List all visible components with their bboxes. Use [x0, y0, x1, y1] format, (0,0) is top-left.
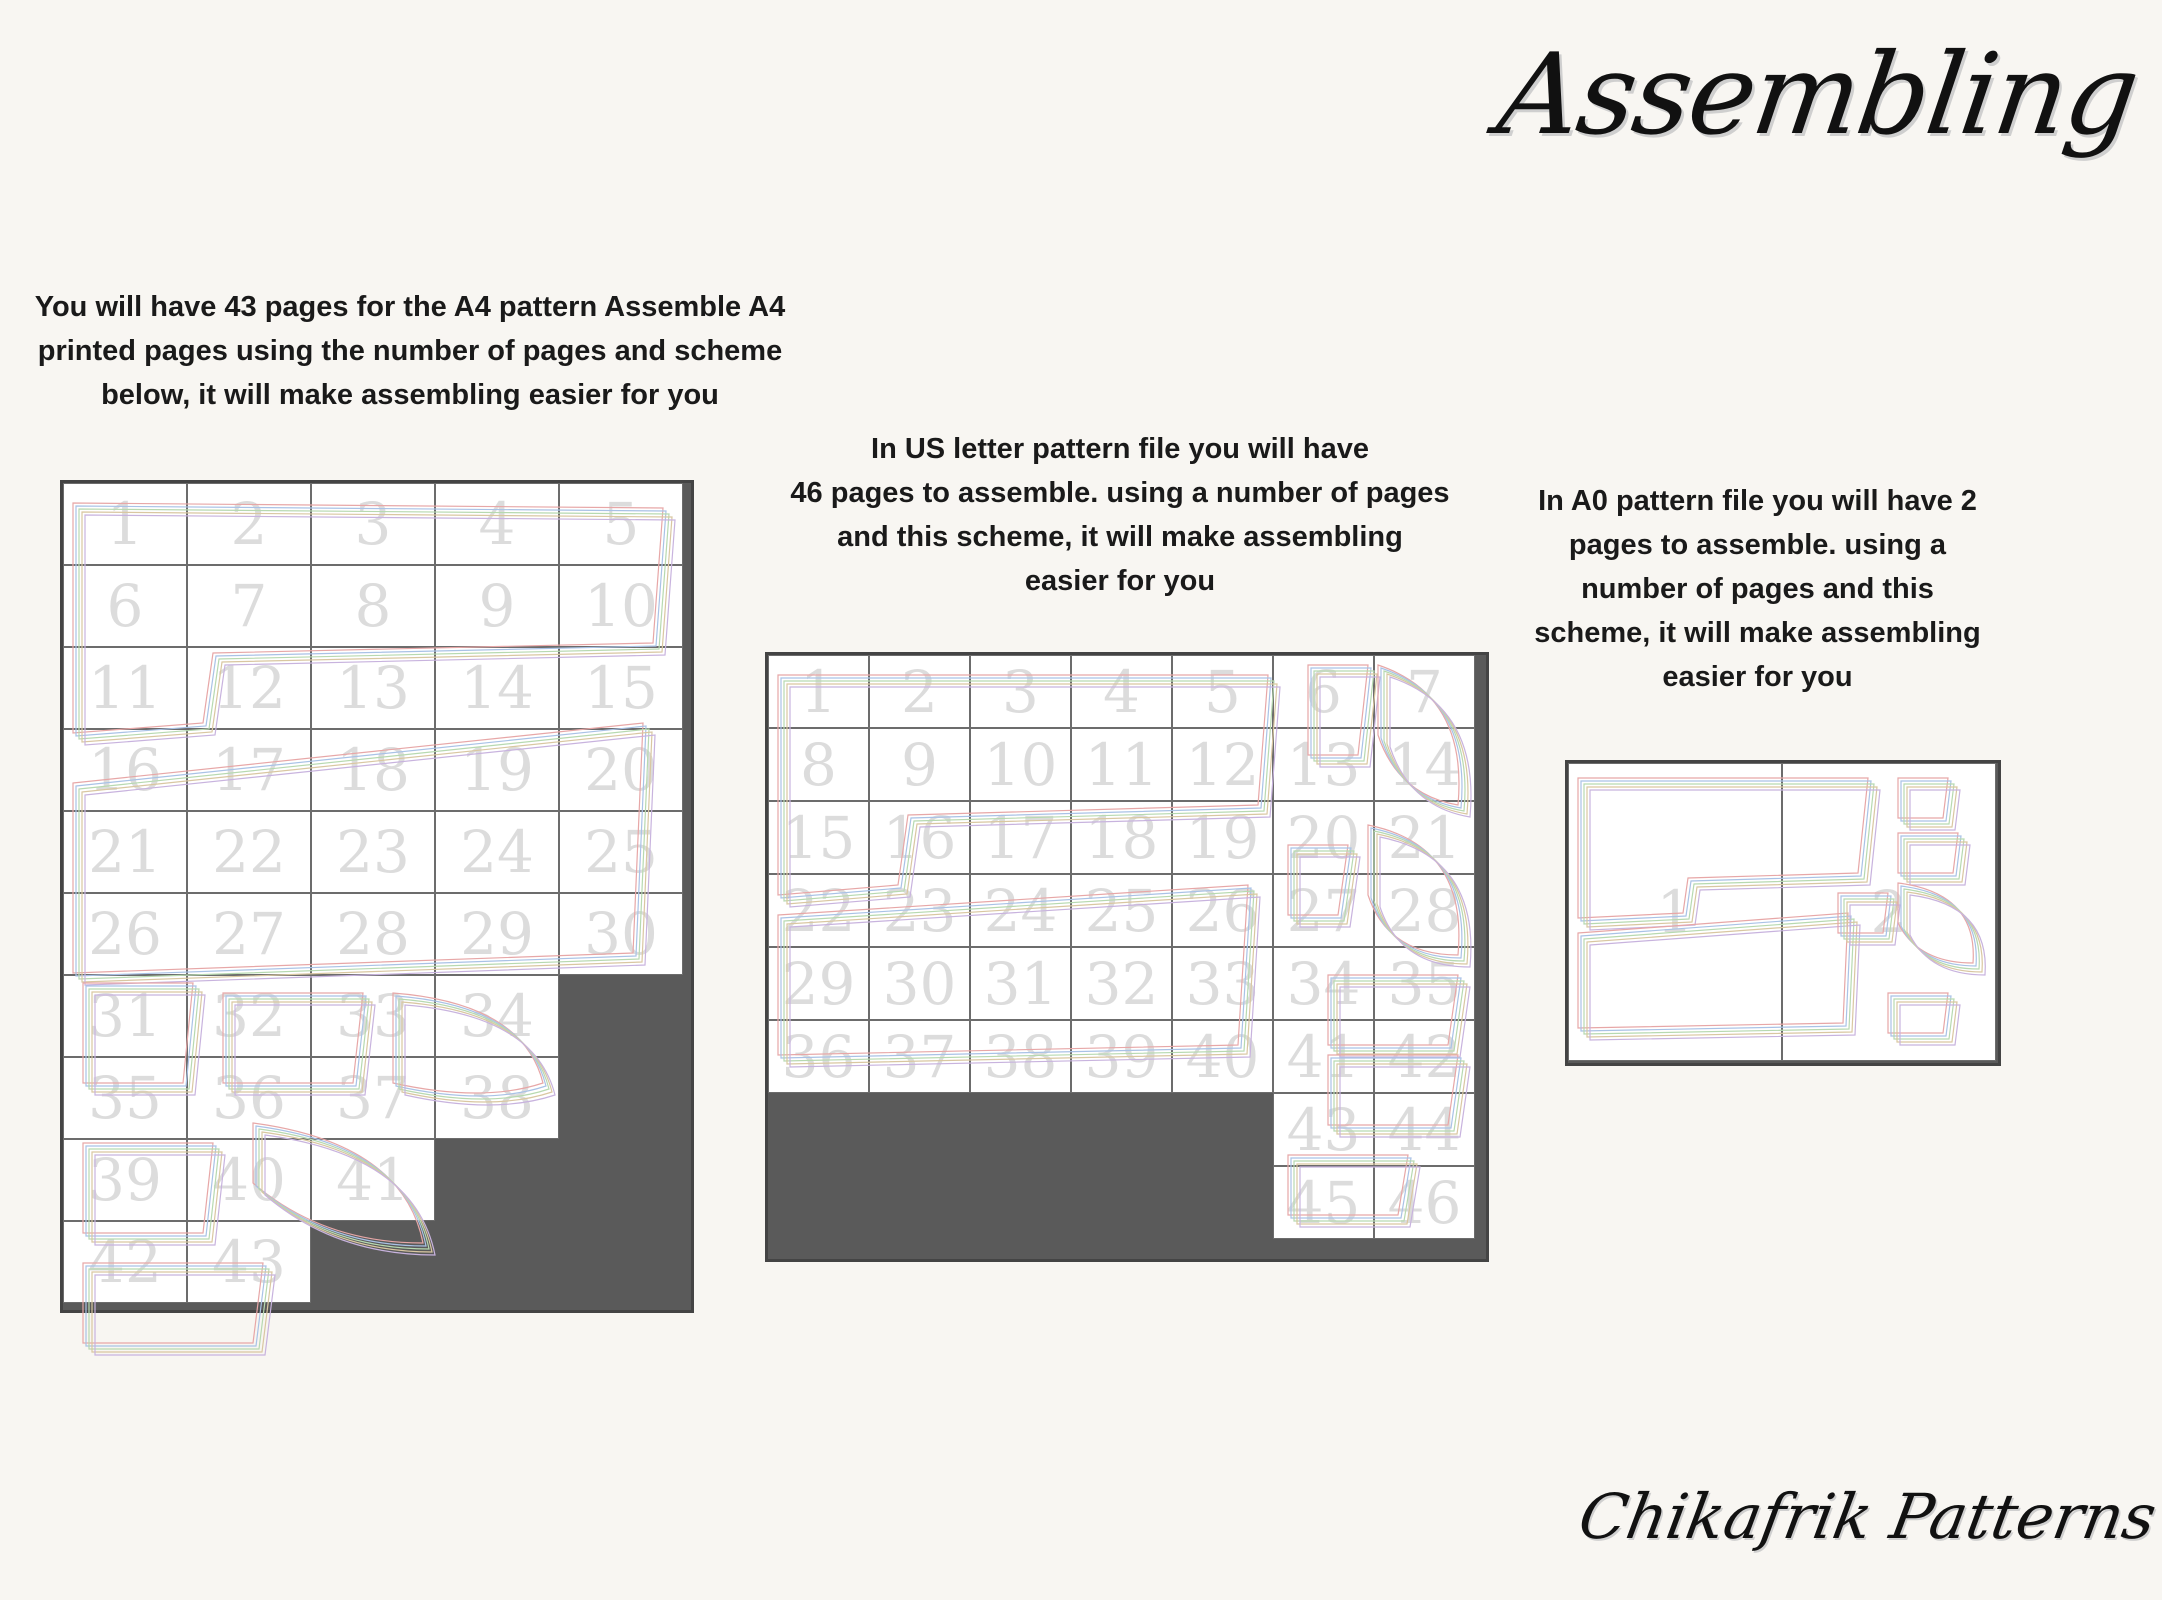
page-number: 44: [1387, 1095, 1462, 1164]
page-number: 4: [1103, 657, 1140, 726]
page-number: 11: [1084, 730, 1159, 799]
page-number: 12: [1185, 730, 1260, 799]
a4-page-tile: [311, 647, 435, 729]
us-letter-caption: [770, 427, 1470, 603]
page-number: 1: [106, 490, 144, 558]
a4-page-tile: [63, 975, 187, 1057]
page-number: 29: [460, 900, 534, 968]
a4-page-tile: [311, 975, 435, 1057]
a4-caption-line: below, it will make assembling easier for you: [101, 379, 719, 411]
page-number: 27: [1286, 876, 1361, 945]
us-page-tile: [869, 728, 970, 801]
page-number: 2: [901, 657, 938, 726]
a4-page-tile: [435, 729, 559, 811]
us-page-tile: [1071, 947, 1172, 1020]
a4-page-tile: [435, 647, 559, 729]
a4-page-tile: [311, 483, 435, 565]
us-page-tile: [1374, 801, 1475, 874]
a4-page-tile: [559, 565, 683, 647]
a4-page-tile: [63, 483, 187, 565]
us-page-tile: [1374, 655, 1475, 728]
brand-text: Chikafrik Patterns: [1573, 1480, 2162, 1553]
a0-page-tile: [1782, 763, 1996, 1061]
us-page-tile: [970, 874, 1071, 947]
a4-page-tile: [435, 975, 559, 1057]
page-number: 43: [212, 1228, 286, 1296]
page-number: 10: [584, 572, 658, 640]
page-number: 5: [1204, 657, 1241, 726]
page-number: 29: [781, 949, 856, 1018]
page-number: 15: [584, 654, 658, 722]
us-page-tile: [768, 874, 869, 947]
a4-page-tile: [63, 811, 187, 893]
page-number: 39: [1084, 1022, 1159, 1091]
page-number: 32: [1084, 949, 1159, 1018]
page-number: 13: [1286, 730, 1361, 799]
page-number: 33: [1185, 949, 1260, 1018]
a4-page-tile: [63, 1139, 187, 1221]
a4-page-tile: [187, 1057, 311, 1139]
a4-page-tile: [559, 893, 683, 975]
us-page-tile: [970, 1020, 1071, 1093]
page-number: 8: [354, 572, 392, 640]
us-page-tile: [1374, 947, 1475, 1020]
a4-page-tile: [187, 729, 311, 811]
a4-page-tile: [311, 1139, 435, 1221]
page-number: 31: [983, 949, 1058, 1018]
us-caption-line: 46 pages to assemble. using a number of pages: [790, 477, 1450, 509]
page-number: 1: [1656, 878, 1694, 946]
page-number: 14: [460, 654, 534, 722]
page-number: 23: [882, 876, 957, 945]
us-page-tile: [1172, 1020, 1273, 1093]
page-number: 31: [88, 982, 162, 1050]
us-page-tile: [1273, 1093, 1374, 1166]
a4-page-tile: [187, 565, 311, 647]
page-number: 40: [212, 1146, 286, 1214]
page-number: 1: [800, 657, 837, 726]
page-number: 39: [88, 1146, 162, 1214]
us-page-tile: [768, 728, 869, 801]
a0-caption: [1515, 479, 2000, 699]
page-number: 2: [230, 490, 268, 558]
a4-page-tile: [311, 893, 435, 975]
us-page-tile: [1172, 874, 1273, 947]
a4-page-tile: [559, 811, 683, 893]
us-page-tile: [869, 655, 970, 728]
page-number: 7: [1406, 657, 1443, 726]
us-page-tile: [1273, 947, 1374, 1020]
page-number: 7: [230, 572, 268, 640]
page-number: 17: [983, 803, 1058, 872]
a4-page-tile: [187, 893, 311, 975]
page-number: 26: [88, 900, 162, 968]
a0-caption-line: In A0 pattern file you will have 2: [1538, 485, 1977, 517]
assembling-title-text: Assembling: [1490, 30, 2145, 160]
us-page-tile: [1374, 874, 1475, 947]
us-page-tile: [1273, 801, 1374, 874]
a4-caption-line: printed pages using the number of pages and scheme: [37, 335, 783, 367]
us-page-tile: [1071, 801, 1172, 874]
page-number: 24: [460, 818, 534, 886]
page-number: 30: [584, 900, 658, 968]
page-number: 6: [1305, 657, 1342, 726]
page-number: 38: [983, 1022, 1058, 1091]
page-number: 14: [1387, 730, 1462, 799]
page-number: 22: [212, 818, 286, 886]
page-number: 4: [478, 490, 516, 558]
page-number: 26: [1185, 876, 1260, 945]
page-number: 35: [88, 1064, 162, 1132]
page-number: 37: [882, 1022, 957, 1091]
page-number: 11: [88, 654, 162, 722]
a4-page-tile: [435, 565, 559, 647]
page-number: 20: [1286, 803, 1361, 872]
a4-page-tile: [435, 811, 559, 893]
page-number: 41: [1286, 1022, 1361, 1091]
page-number: 18: [1084, 803, 1159, 872]
us-page-tile: [1071, 874, 1172, 947]
page-number: 19: [1185, 803, 1260, 872]
page-number: 38: [460, 1064, 534, 1132]
us-page-tile: [1172, 947, 1273, 1020]
a4-page-tile: [187, 811, 311, 893]
us-page-tile: [1071, 1020, 1172, 1093]
page-number: 30: [882, 949, 957, 1018]
a4-page-tile: [187, 1221, 311, 1303]
us-page-tile: [1273, 1166, 1374, 1239]
a4-assembly-scheme: [60, 480, 694, 1313]
a0-caption-line: number of pages and this: [1581, 573, 1934, 605]
page-number: 21: [88, 818, 162, 886]
page-number: 36: [781, 1022, 856, 1091]
us-caption-line: easier for you: [1024, 565, 1216, 597]
page-number: 17: [212, 736, 286, 804]
a4-page-tile: [435, 1057, 559, 1139]
page-number: 25: [1084, 876, 1159, 945]
page-number: 33: [336, 982, 410, 1050]
a4-page-tile: [311, 729, 435, 811]
page-number: 40: [1185, 1022, 1260, 1091]
a4-page-tile: [435, 483, 559, 565]
a0-assembly-scheme: [1565, 760, 2001, 1066]
a4-page-tile: [311, 1057, 435, 1139]
page-number: 3: [1002, 657, 1039, 726]
us-page-tile: [1374, 1020, 1475, 1093]
a4-page-tile: [63, 1221, 187, 1303]
page-number: 21: [1387, 803, 1462, 872]
page-number: 28: [336, 900, 410, 968]
page-number: 34: [1286, 949, 1361, 1018]
us-caption-line: In US letter pattern file you will have: [871, 433, 1369, 465]
chikafrik-patterns-logo: [1573, 1480, 2162, 1590]
a4-page-tile: [559, 647, 683, 729]
a4-page-tile: [63, 729, 187, 811]
us-page-tile: [1071, 655, 1172, 728]
us-page-tile: [1172, 655, 1273, 728]
page-number: 5: [602, 490, 640, 558]
page-number: 15: [781, 803, 856, 872]
a0-caption-line: scheme, it will make assembling: [1534, 617, 1981, 649]
us-page-tile: [1273, 1020, 1374, 1093]
page-number: 25: [584, 818, 658, 886]
page-number: 37: [336, 1064, 410, 1132]
us-caption-line: and this scheme, it will make assembling: [837, 521, 1403, 553]
page-number: 32: [212, 982, 286, 1050]
a0-caption-line: pages to assemble. using a: [1568, 529, 1947, 561]
page-number: 35: [1387, 949, 1462, 1018]
us-page-tile: [1071, 728, 1172, 801]
us-page-tile: [869, 947, 970, 1020]
a4-page-tile: [187, 647, 311, 729]
a4-page-tile: [559, 483, 683, 565]
a4-page-tile: [311, 565, 435, 647]
page-number: 2: [1870, 878, 1908, 946]
page-number: 42: [88, 1228, 162, 1296]
page-number: 13: [336, 654, 410, 722]
a4-caption: [20, 285, 800, 417]
page-number: 41: [336, 1146, 410, 1214]
page-number: 42: [1387, 1022, 1462, 1091]
us-page-tile: [869, 801, 970, 874]
a4-page-tile: [435, 893, 559, 975]
page-number: 9: [478, 572, 516, 640]
us-page-tile: [768, 1020, 869, 1093]
page-number: 43: [1286, 1095, 1361, 1164]
a4-page-tile: [187, 1139, 311, 1221]
us-page-tile: [869, 874, 970, 947]
us-page-tile: [1172, 728, 1273, 801]
us-page-tile: [768, 655, 869, 728]
page-number: 23: [336, 818, 410, 886]
page-number: 24: [983, 876, 1058, 945]
us-page-tile: [970, 728, 1071, 801]
us-page-tile: [970, 655, 1071, 728]
page-number: 22: [781, 876, 856, 945]
page-number: 34: [460, 982, 534, 1050]
us-page-tile: [869, 1020, 970, 1093]
us-page-tile: [1172, 801, 1273, 874]
a4-page-tile: [559, 729, 683, 811]
us-page-tile: [970, 801, 1071, 874]
page-number: 19: [460, 736, 534, 804]
page-number: 20: [584, 736, 658, 804]
page-number: 16: [882, 803, 957, 872]
page-number: 27: [212, 900, 286, 968]
us-page-tile: [970, 947, 1071, 1020]
us-letter-assembly-scheme: [765, 652, 1489, 1262]
a4-caption-line: You will have 43 pages for the A4 pattern Assemble A4: [34, 291, 786, 323]
page-number: 36: [212, 1064, 286, 1132]
a0-caption-line: easier for you: [1662, 661, 1853, 693]
page-number: 9: [901, 730, 938, 799]
page-number: 8: [800, 730, 837, 799]
page-number: 12: [212, 654, 286, 722]
us-page-tile: [1374, 728, 1475, 801]
us-page-tile: [1273, 655, 1374, 728]
a0-page-tile: [1568, 763, 1782, 1061]
us-page-tile: [1374, 1166, 1475, 1239]
a4-page-tile: [311, 811, 435, 893]
a4-page-tile: [187, 483, 311, 565]
a4-page-tile: [63, 647, 187, 729]
us-page-tile: [1374, 1093, 1475, 1166]
page-number: 6: [106, 572, 144, 640]
page-number: 18: [336, 736, 410, 804]
page-number: 3: [354, 490, 392, 558]
us-page-tile: [768, 947, 869, 1020]
page-number: 28: [1387, 876, 1462, 945]
page-number: 10: [983, 730, 1058, 799]
page-number: 46: [1387, 1168, 1462, 1237]
page-number: 16: [88, 736, 162, 804]
page-number: 45: [1286, 1168, 1361, 1237]
us-page-tile: [768, 801, 869, 874]
a4-page-tile: [63, 893, 187, 975]
a4-page-tile: [187, 975, 311, 1057]
a4-page-tile: [63, 565, 187, 647]
us-page-tile: [1273, 874, 1374, 947]
us-page-tile: [1273, 728, 1374, 801]
assembling-title: [1490, 20, 2145, 190]
a4-page-tile: [63, 1057, 187, 1139]
